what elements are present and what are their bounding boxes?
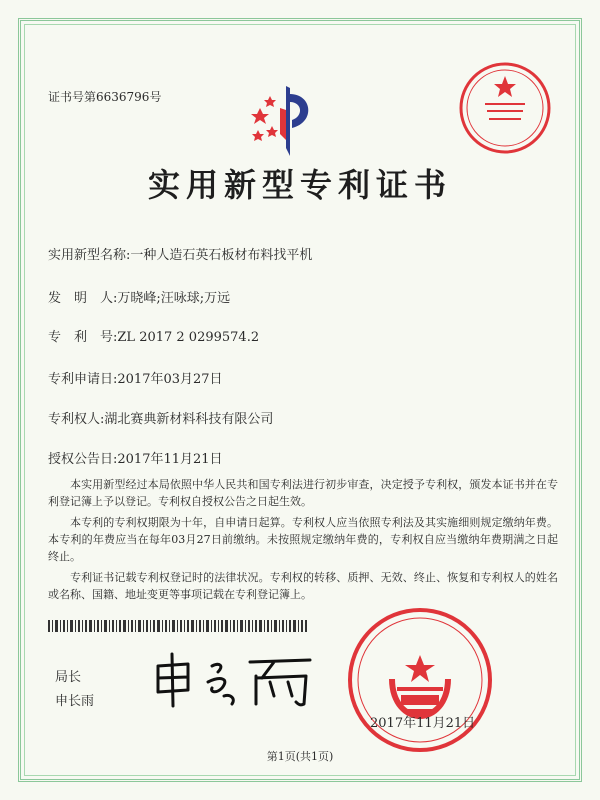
director-title: 局长 <box>55 670 82 685</box>
seal-date: 2017年11月21日 <box>370 716 476 731</box>
cnipa-logo-icon <box>250 78 320 158</box>
patent-number-value: ZL 2017 2 0299574.2 <box>117 330 260 345</box>
announcement-date-row <box>48 448 223 467</box>
inventor-value: 万晓峰;汪咏球;万远 <box>117 291 231 306</box>
patentee-label: 专利权人: <box>48 412 105 427</box>
body-paragraph-2: 本专利的专利权期限为十年，自申请日起算。专利权人应当依照专利法及其实施细则规定缴纳年费。本专利的年费应当在每年03月27日前缴纳。未按照规定缴纳年费的，专利权自应当缴纳年费期满之日起终止。 <box>48 516 558 563</box>
patent-number-row <box>48 326 259 345</box>
director-name: 申长雨 <box>55 694 95 709</box>
utility-model-name-row <box>48 244 312 263</box>
announcement-date-value: 2017年11月21日 <box>117 452 223 467</box>
certificate-number: 证书号第6636796号 <box>48 90 162 104</box>
patentee-row <box>48 408 273 427</box>
application-date-row <box>48 368 223 387</box>
official-seal-icon <box>345 605 495 755</box>
application-date-label: 专利申请日: <box>48 372 118 387</box>
patent-number-label: 专 利 号: <box>48 330 118 345</box>
page-number: 第1页(共1页) <box>266 750 334 763</box>
announcement-date-label: 授权公告日: <box>48 452 118 467</box>
body-paragraph-1: 本实用新型经过本局依照中华人民共和国专利法进行初步审查，决定授予专利权，颁发本证书并在专利登记簿上予以登记。专利权自授权公告之日起生效。 <box>48 478 558 508</box>
certificate-title: 实用新型专利证书 <box>147 166 452 204</box>
handwritten-signature-icon <box>150 648 320 708</box>
patentee-value: 湖北赛典新材料科技有限公司 <box>104 412 274 427</box>
name-value: 一种人造石英石板材布料找平机 <box>130 248 313 263</box>
agency-seal-icon <box>455 58 555 158</box>
body-paragraph-3: 专利证书记载专利权登记时的法律状况。专利权的转移、质押、无效、终止、恢复和专利权人的姓名或名称、国籍、地址变更等事项记载在专利登记簿上。 <box>48 571 558 601</box>
certificate-body <box>48 476 558 607</box>
inventor-label: 发 明 人: <box>48 291 118 306</box>
application-date-value: 2017年03月27日 <box>117 372 223 387</box>
inventor-row <box>48 287 230 306</box>
barcode-icon <box>48 620 308 632</box>
name-label: 实用新型名称: <box>48 248 131 263</box>
